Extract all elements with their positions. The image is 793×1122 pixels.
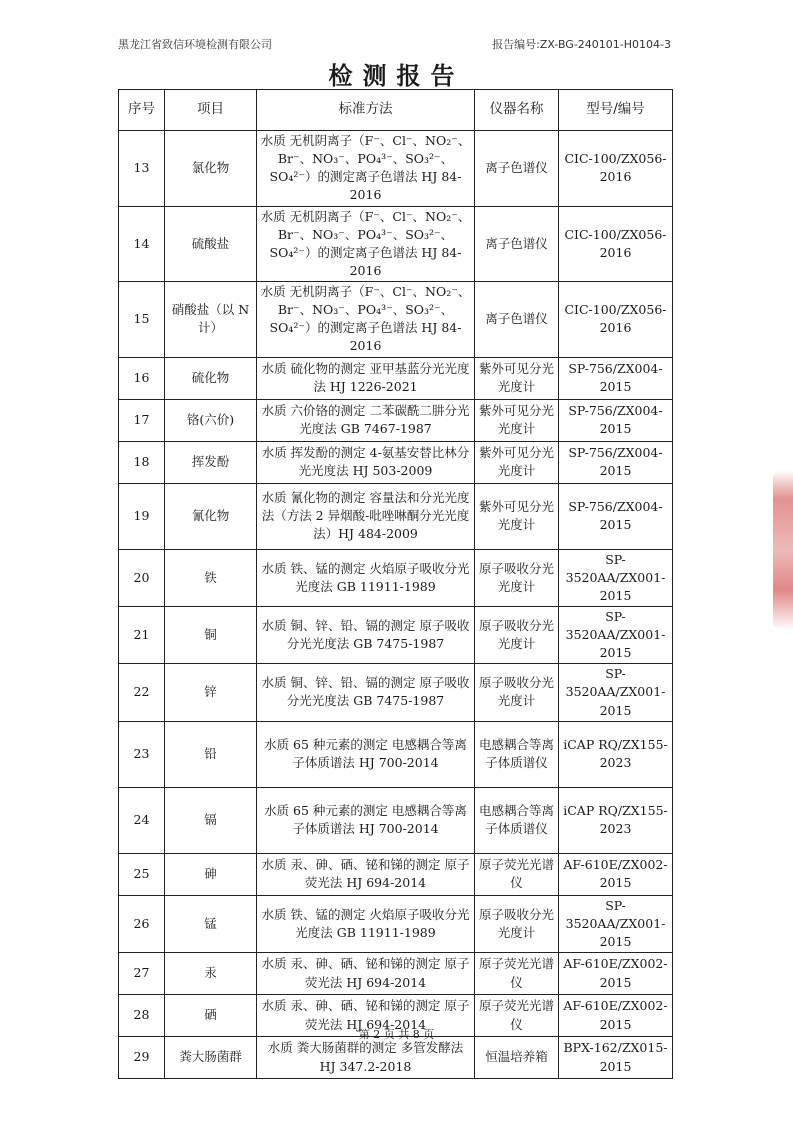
table-header-row [119,90,673,131]
col-header-method: 标准方法 [257,90,475,131]
cell-instrument: 原子吸收分光光度计 [475,895,559,952]
cell-item: 硝酸盐（以 N 计） [165,282,257,358]
cell-method: 水质 65 种元素的测定 电感耦合等离子体质谱法 HJ 700-2014 [257,787,475,853]
table-row [119,895,673,952]
table-row [119,483,673,549]
cell-item: 铅 [165,721,257,787]
table-row [119,953,673,995]
cell-instrument: 电感耦合等离子体质谱仪 [475,787,559,853]
cell-item: 铬(六价) [165,399,257,441]
cell-no: 25 [119,853,165,895]
cell-method: 水质 汞、砷、硒、铋和锑的测定 原子荧光法 HJ 694-2014 [257,953,475,995]
table-row [119,357,673,399]
cell-model: CIC-100/ZX056-2016 [559,131,673,207]
report-number: 报告编号:ZX-BG-240101-H0104-3 [492,38,671,51]
cell-item: 镉 [165,787,257,853]
cell-no: 21 [119,606,165,663]
cell-item: 挥发酚 [165,441,257,483]
cell-item: 硫酸盐 [165,206,257,282]
cell-item: 粪大肠菌群 [165,1037,257,1079]
cell-item: 砷 [165,853,257,895]
cell-item: 铁 [165,549,257,606]
table-row [119,787,673,853]
cell-method: 水质 无机阴离子（F⁻、Cl⁻、NO₂⁻、Br⁻、NO₃⁻、PO₄³⁻、SO₃²⁻、SO₄²⁻）的测定离子色谱法 HJ 84-2016 [257,206,475,282]
table-row [119,441,673,483]
cell-method: 水质 无机阴离子（F⁻、Cl⁻、NO₂⁻、Br⁻、NO₃⁻、PO₄³⁻、SO₃²⁻、SO₄²⁻）的测定离子色谱法 HJ 84-2016 [257,282,475,358]
cell-method: 水质 挥发酚的测定 4-氨基安替比林分光光度法 HJ 503-2009 [257,441,475,483]
cell-model: CIC-100/ZX056-2016 [559,206,673,282]
cell-no: 13 [119,131,165,207]
cell-model: BPX-162/ZX015-2015 [559,1037,673,1079]
cell-model: CIC-100/ZX056-2016 [559,282,673,358]
cell-no: 23 [119,721,165,787]
cell-instrument: 恒温培养箱 [475,1037,559,1079]
cell-item: 氰化物 [165,483,257,549]
cell-model: AF-610E/ZX002-2015 [559,995,673,1037]
col-header-model: 型号/编号 [559,90,673,131]
cell-item: 氯化物 [165,131,257,207]
cell-instrument: 离子色谱仪 [475,206,559,282]
cell-item: 锌 [165,664,257,721]
cell-instrument: 紫外可见分光光度计 [475,399,559,441]
cell-model: SP-756/ZX004-2015 [559,399,673,441]
cell-instrument: 原子吸收分光光度计 [475,664,559,721]
cell-model: AF-610E/ZX002-2015 [559,853,673,895]
cell-no: 20 [119,549,165,606]
cell-no: 22 [119,664,165,721]
cell-method: 水质 六价铬的测定 二苯碳酰二肼分光光度法 GB 7467-1987 [257,399,475,441]
cell-instrument: 紫外可见分光光度计 [475,441,559,483]
cell-no: 17 [119,399,165,441]
cell-instrument: 离子色谱仪 [475,282,559,358]
table-row [119,853,673,895]
cell-method: 水质 铜、锌、铅、镉的测定 原子吸收分光光度法 GB 7475-1987 [257,606,475,663]
cell-method: 水质 铁、锰的测定 火焰原子吸收分光光度法 GB 11911-1989 [257,895,475,952]
cell-no: 14 [119,206,165,282]
cell-instrument: 紫外可见分光光度计 [475,357,559,399]
cell-method: 水质 粪大肠菌群的测定 多管发酵法 HJ 347.2-2018 [257,1037,475,1079]
table-row [119,206,673,282]
cell-method: 水质 铜、锌、铅、镉的测定 原子吸收分光光度法 GB 7475-1987 [257,664,475,721]
cell-no: 27 [119,953,165,995]
cell-item: 铜 [165,606,257,663]
cell-model: SP-3520AA/ZX001-2015 [559,549,673,606]
cell-item: 硒 [165,995,257,1037]
cell-no: 24 [119,787,165,853]
cell-model: iCAP RQ/ZX155-2023 [559,721,673,787]
cell-model: SP-756/ZX004-2015 [559,441,673,483]
cell-instrument: 原子荧光光谱仪 [475,853,559,895]
cell-instrument: 离子色谱仪 [475,131,559,207]
cell-item: 汞 [165,953,257,995]
cell-instrument: 原子吸收分光光度计 [475,606,559,663]
col-header-instrument: 仪器名称 [475,90,559,131]
cell-model: SP-3520AA/ZX001-2015 [559,606,673,663]
table-row [119,549,673,606]
cell-no: 18 [119,441,165,483]
cell-model: SP-756/ZX004-2015 [559,483,673,549]
cell-item: 硫化物 [165,357,257,399]
cell-instrument: 原子吸收分光光度计 [475,549,559,606]
col-header-item: 项目 [165,90,257,131]
cell-instrument: 原子荧光光谱仪 [475,995,559,1037]
cell-model: iCAP RQ/ZX155-2023 [559,787,673,853]
page-number: 第 2 页 共 8 页 [358,1028,435,1041]
cell-no: 29 [119,1037,165,1079]
cell-method: 水质 硫化物的测定 亚甲基蓝分光光度法 HJ 1226-2021 [257,357,475,399]
cell-no: 15 [119,282,165,358]
table-row [119,606,673,663]
seal-stamp [773,470,793,630]
table-row [119,399,673,441]
cell-method: 水质 65 种元素的测定 电感耦合等离子体质谱法 HJ 700-2014 [257,721,475,787]
cell-no: 16 [119,357,165,399]
table-row [119,282,673,358]
cell-instrument: 电感耦合等离子体质谱仪 [475,721,559,787]
cell-method: 水质 铁、锰的测定 火焰原子吸收分光光度法 GB 11911-1989 [257,549,475,606]
cell-method: 水质 汞、砷、硒、铋和锑的测定 原子荧光法 HJ 694-2014 [257,853,475,895]
cell-model: SP-3520AA/ZX001-2015 [559,664,673,721]
cell-model: SP-3520AA/ZX001-2015 [559,895,673,952]
cell-method: 水质 无机阴离子（F⁻、Cl⁻、NO₂⁻、Br⁻、NO₃⁻、PO₄³⁻、SO₃²⁻、SO₄²⁻）的测定离子色谱法 HJ 84-2016 [257,131,475,207]
table-row [119,721,673,787]
company-name: 黑龙江省致信环境检测有限公司 [118,38,272,51]
cell-no: 19 [119,483,165,549]
table-row [119,1037,673,1079]
cell-no: 26 [119,895,165,952]
cell-model: AF-610E/ZX002-2015 [559,953,673,995]
page-title: 检测报告 [328,61,465,90]
cell-model: SP-756/ZX004-2015 [559,357,673,399]
test-methods-table [118,89,673,1079]
cell-no: 28 [119,995,165,1037]
cell-method: 水质 氰化物的测定 容量法和分光光度法（方法 2 异烟酸-吡唑啉酮分光光度法）HJ 484-2009 [257,483,475,549]
cell-item: 锰 [165,895,257,952]
cell-method: 水质 汞、砷、硒、铋和锑的测定 原子荧光法 HJ 694-2014 [257,995,475,1037]
cell-instrument: 紫外可见分光光度计 [475,483,559,549]
col-header-no: 序号 [119,90,165,131]
table-row [119,131,673,207]
table-row [119,664,673,721]
cell-instrument: 原子荧光光谱仪 [475,953,559,995]
